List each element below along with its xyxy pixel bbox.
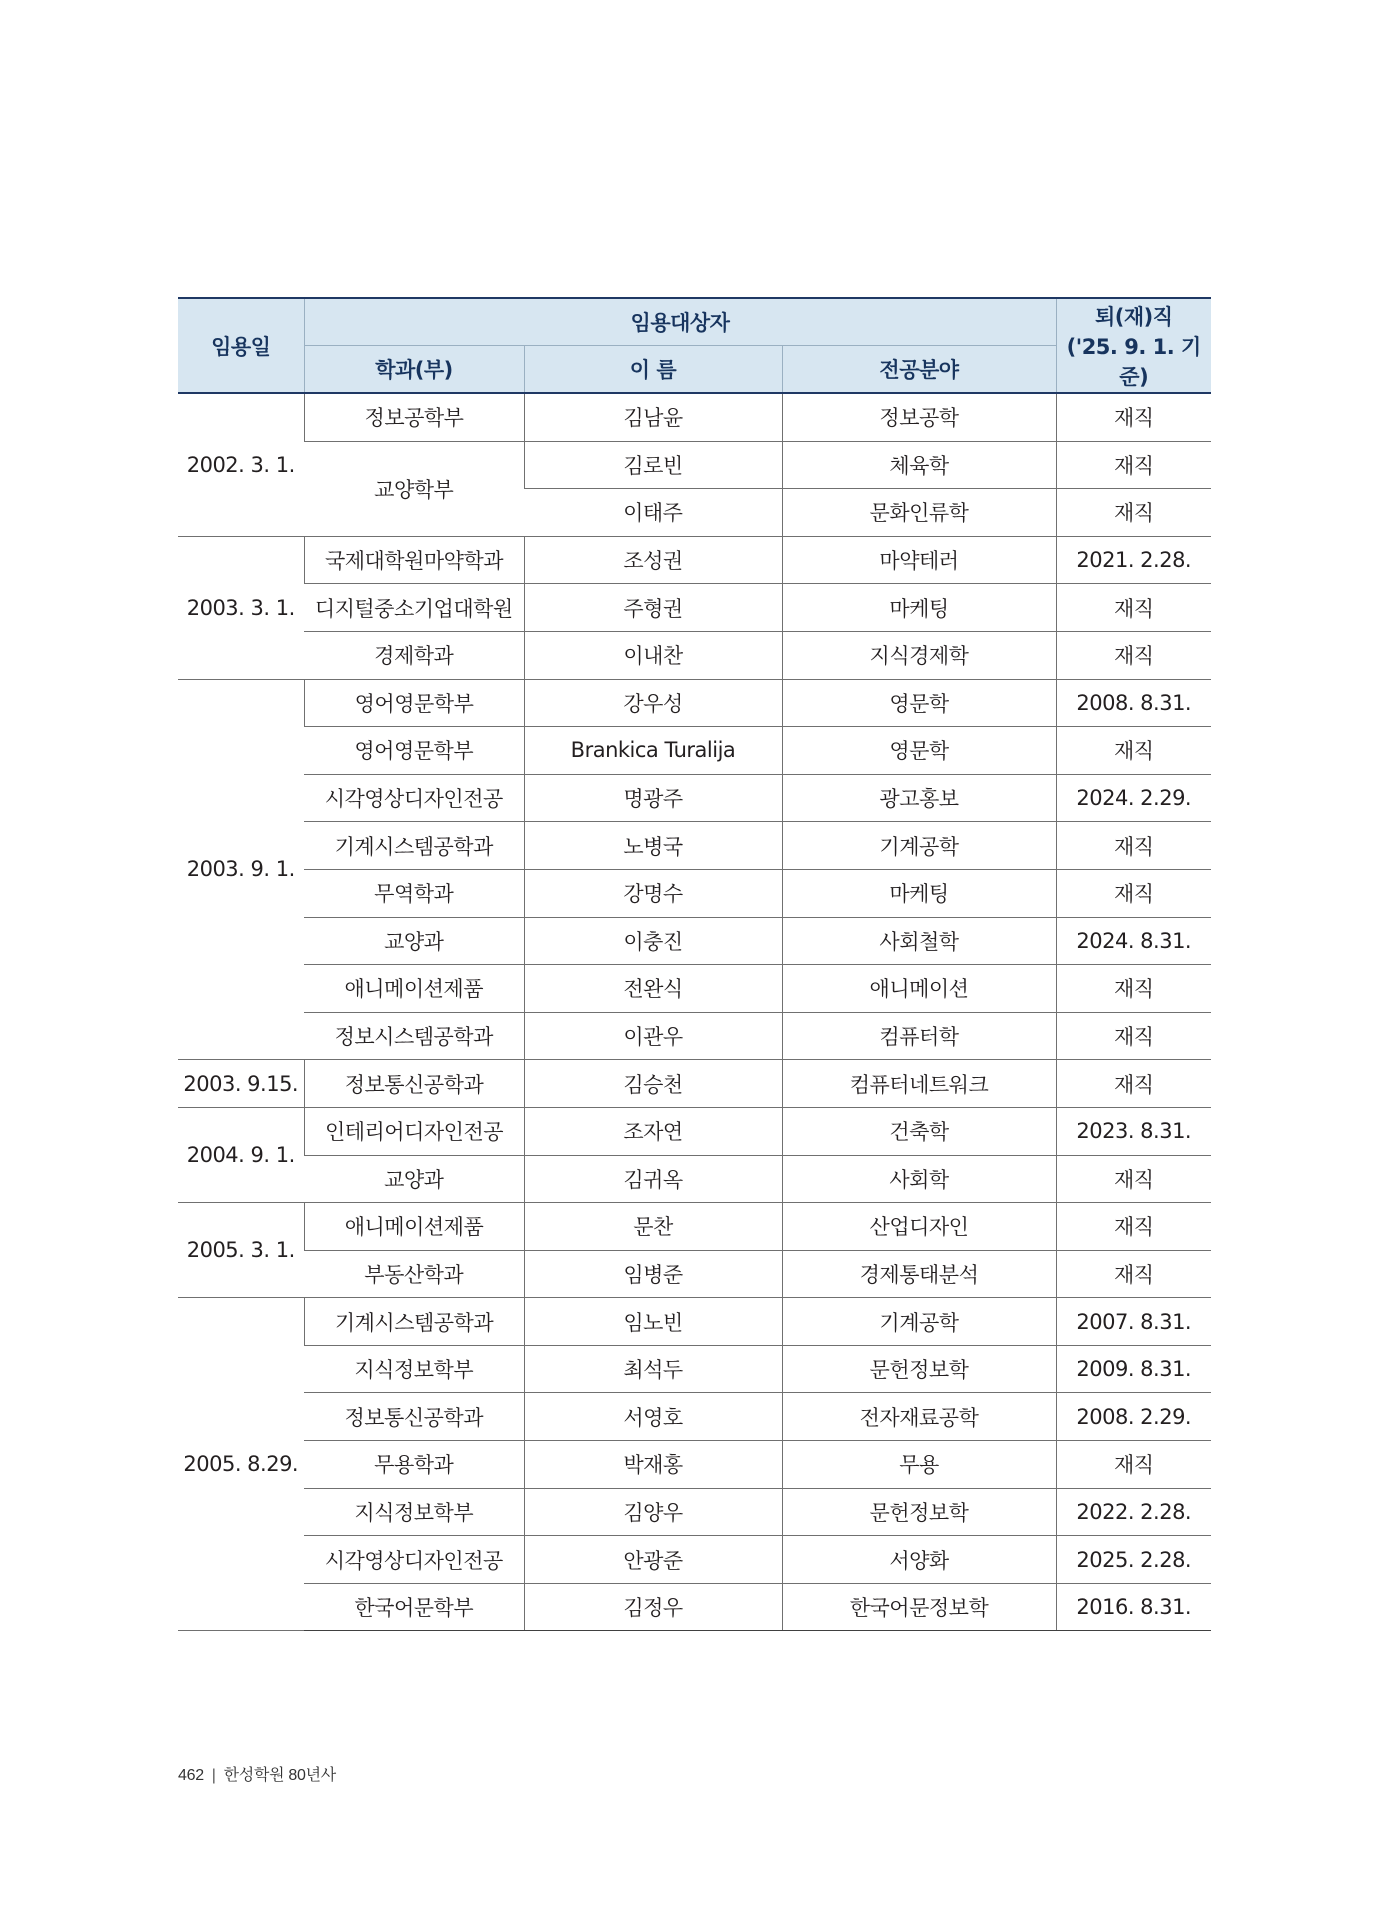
appointment-date-cell: 2004. 9. 1. [178,1107,304,1202]
major-cell: 전자재료공학 [782,1393,1056,1441]
major-cell: 기계공학 [782,1298,1056,1346]
header-name: 이 름 [524,346,782,394]
appointment-date-cell: 2003. 9.15. [178,1060,304,1108]
major-cell: 컴퓨터네트워크 [782,1060,1056,1108]
department-cell: 시각영상디자인전공 [304,1536,524,1584]
major-cell: 지식경제학 [782,631,1056,679]
table-row [178,1298,1211,1346]
status-cell: 2021. 2.28. [1056,536,1211,584]
major-cell: 컴퓨터학 [782,1012,1056,1060]
book-title: 한성학원 80년사 [223,1767,336,1784]
status-cell: 2009. 8.31. [1056,1345,1211,1393]
name-cell: 임노빈 [524,1298,782,1346]
table-row [178,393,1211,441]
header-status [1056,298,1211,393]
table-row [178,1441,1211,1489]
status-cell: 2024. 8.31. [1056,917,1211,965]
major-cell: 사회철학 [782,917,1056,965]
name-cell: 최석두 [524,1345,782,1393]
department-cell: 정보통신공학과 [304,1393,524,1441]
table-row [178,822,1211,870]
name-cell: Brankica Turalija [524,727,782,775]
table-row [178,584,1211,632]
status-cell: 재직 [1056,489,1211,537]
major-cell: 사회학 [782,1155,1056,1203]
table-row [178,441,1211,489]
status-cell: 2022. 2.28. [1056,1488,1211,1536]
appointment-date-cell: 2005. 8.29. [178,1298,304,1631]
status-cell: 2016. 8.31. [1056,1583,1211,1631]
table-row [178,1060,1211,1108]
department-cell: 부동산학과 [304,1250,524,1298]
status-cell: 재직 [1056,1441,1211,1489]
header-department: 학과(부) [304,346,524,394]
table-row [178,679,1211,727]
department-cell: 교양과 [304,1155,524,1203]
major-cell: 문헌정보학 [782,1488,1056,1536]
table-row [178,1012,1211,1060]
department-cell: 경제학과 [304,631,524,679]
name-cell: 조성권 [524,536,782,584]
table-row [178,1536,1211,1584]
name-cell: 서영호 [524,1393,782,1441]
header-status-line1: 퇴(재)직 [1094,304,1173,329]
major-cell: 마약테러 [782,536,1056,584]
status-cell: 2025. 2.28. [1056,1536,1211,1584]
name-cell: 이내찬 [524,631,782,679]
appointment-date-cell: 2003. 9. 1. [178,679,304,1060]
table-row [178,1155,1211,1203]
department-cell: 기계시스템공학과 [304,1298,524,1346]
table-row [178,774,1211,822]
table-row [178,1345,1211,1393]
status-cell: 재직 [1056,584,1211,632]
major-cell: 무용 [782,1441,1056,1489]
name-cell: 주형권 [524,584,782,632]
name-cell: 강우성 [524,679,782,727]
major-cell: 체육학 [782,441,1056,489]
major-cell: 산업디자인 [782,1203,1056,1251]
status-cell: 재직 [1056,822,1211,870]
name-cell: 이태주 [524,489,782,537]
table-row [178,965,1211,1013]
appointment-date-cell: 2003. 3. 1. [178,536,304,679]
footer-separator: | [211,1767,216,1784]
name-cell: 박재홍 [524,1441,782,1489]
status-cell: 재직 [1056,393,1211,441]
header-appointment-date: 임용일 [178,298,304,393]
status-cell: 재직 [1056,631,1211,679]
name-cell: 전완식 [524,965,782,1013]
name-cell: 안광준 [524,1536,782,1584]
name-cell: 조자연 [524,1107,782,1155]
table-row [178,1393,1211,1441]
department-cell: 무역학과 [304,869,524,917]
name-cell: 김귀옥 [524,1155,782,1203]
major-cell: 문헌정보학 [782,1345,1056,1393]
name-cell: 임병준 [524,1250,782,1298]
status-cell: 재직 [1056,1155,1211,1203]
department-cell: 애니메이션제품 [304,1203,524,1251]
department-cell: 영어영문학부 [304,727,524,775]
status-cell: 재직 [1056,1060,1211,1108]
major-cell: 정보공학 [782,393,1056,441]
header-major: 전공분야 [782,346,1056,394]
name-cell: 김정우 [524,1583,782,1631]
table-row [178,536,1211,584]
name-cell: 이관우 [524,1012,782,1060]
department-cell: 지식정보학부 [304,1488,524,1536]
appointment-date-cell: 2002. 3. 1. [178,393,304,536]
department-cell: 한국어문학부 [304,1583,524,1631]
name-cell: 명광주 [524,774,782,822]
name-cell: 김승천 [524,1060,782,1108]
major-cell: 영문학 [782,679,1056,727]
department-cell: 지식정보학부 [304,1345,524,1393]
major-cell: 마케팅 [782,869,1056,917]
department-cell: 정보시스템공학과 [304,1012,524,1060]
table-row [178,1107,1211,1155]
page-number: 462 [178,1767,204,1784]
department-cell: 애니메이션제품 [304,965,524,1013]
status-cell: 재직 [1056,1012,1211,1060]
table-row [178,917,1211,965]
department-cell: 무용학과 [304,1441,524,1489]
department-cell: 시각영상디자인전공 [304,774,524,822]
status-cell: 재직 [1056,965,1211,1013]
table-row [178,727,1211,775]
department-cell: 정보통신공학과 [304,1060,524,1108]
status-cell: 재직 [1056,441,1211,489]
status-cell: 2007. 8.31. [1056,1298,1211,1346]
header-status-line2: ('25. 9. 1. 기준) [1066,334,1201,389]
status-cell: 2024. 2.29. [1056,774,1211,822]
department-cell: 정보공학부 [304,393,524,441]
department-cell: 인테리어디자인전공 [304,1107,524,1155]
department-cell: 교양학부 [304,441,524,536]
department-cell: 기계시스템공학과 [304,822,524,870]
name-cell: 이충진 [524,917,782,965]
major-cell: 한국어문정보학 [782,1583,1056,1631]
status-cell: 재직 [1056,869,1211,917]
name-cell: 노병국 [524,822,782,870]
major-cell: 애니메이션 [782,965,1056,1013]
status-cell: 2023. 8.31. [1056,1107,1211,1155]
name-cell: 김남윤 [524,393,782,441]
header-appointee-group: 임용대상자 [304,298,1056,346]
major-cell: 마케팅 [782,584,1056,632]
appointment-date-cell: 2005. 3. 1. [178,1203,304,1298]
department-cell: 영어영문학부 [304,679,524,727]
department-cell: 교양과 [304,917,524,965]
name-cell: 김양우 [524,1488,782,1536]
name-cell: 김로빈 [524,441,782,489]
major-cell: 기계공학 [782,822,1056,870]
table-row [178,869,1211,917]
name-cell: 문찬 [524,1203,782,1251]
table-row [178,1488,1211,1536]
name-cell: 강명수 [524,869,782,917]
major-cell: 서양화 [782,1536,1056,1584]
department-cell: 국제대학원마약학과 [304,536,524,584]
major-cell: 영문학 [782,727,1056,775]
department-cell: 디지털중소기업대학원 [304,584,524,632]
status-cell: 2008. 2.29. [1056,1393,1211,1441]
status-cell: 재직 [1056,727,1211,775]
major-cell: 경제통태분석 [782,1250,1056,1298]
table-row [178,1583,1211,1631]
major-cell: 광고홍보 [782,774,1056,822]
status-cell: 재직 [1056,1250,1211,1298]
status-cell: 재직 [1056,1203,1211,1251]
table-row [178,631,1211,679]
table-body [178,393,1211,1631]
table-row [178,1250,1211,1298]
major-cell: 건축학 [782,1107,1056,1155]
table-row [178,1203,1211,1251]
major-cell: 문화인류학 [782,489,1056,537]
page-footer [178,1762,336,1785]
faculty-appointment-table [178,297,1211,1631]
status-cell: 2008. 8.31. [1056,679,1211,727]
